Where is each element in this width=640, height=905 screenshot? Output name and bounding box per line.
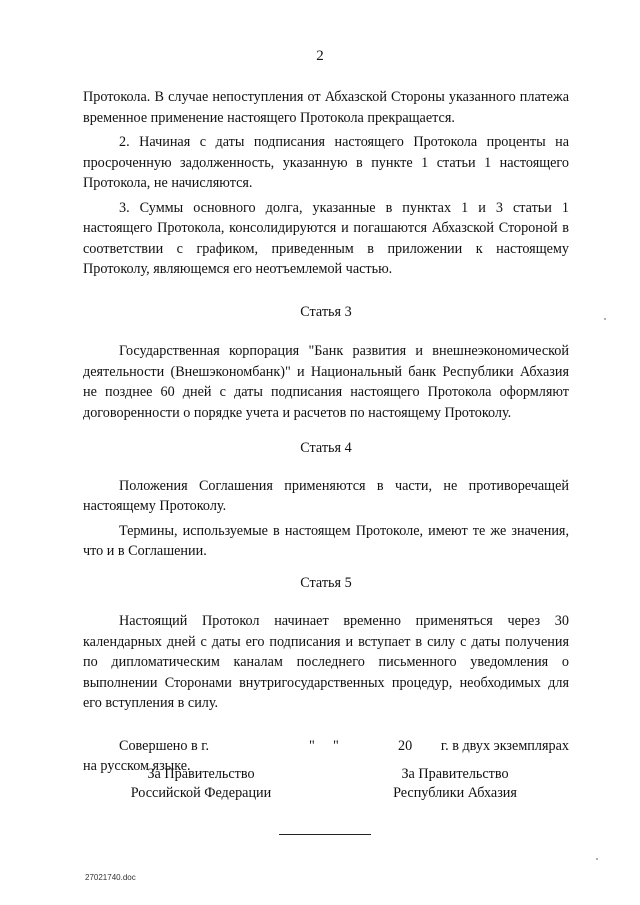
article-3-text: Государственная корпорация "Банк развития и внешнеэкономической деятельности (Внешэкономбанк)" и Национальный банк Республики Абхазия не позднее 60 дней с даты подписания настоящего Протокола оформляют договоренности о порядке учета и расчетов по настоящему Протоколу. [83,343,569,421]
signature-russia-line-2: Российской Федерации [130,785,272,801]
done-clause-start: Совершено в г. [119,737,210,754]
article-3-heading: Статья 3 [300,303,352,320]
page-number: 2 [316,48,324,64]
signature-abkhazia-line-1: За Правительство [401,766,509,782]
article-4-heading: Статья 4 [300,440,352,456]
paragraph-item-2: 2. Начиная с даты подписания настоящего Протокола проценты на просроченную задолженность, указанную в пункте 1 статьи 1 настоящего Протокола, не начисляются. [83,134,569,191]
signature-russia-line-1: За Правительство [147,766,255,782]
article-5-heading: Статья 5 [300,574,352,591]
done-clause-end: г. в двух экземплярах [440,737,569,754]
footer-file-name: 27021740.doc [85,873,136,882]
document-body [83,87,569,777]
done-clause-year: 20 [398,737,413,754]
done-clause-line [83,736,569,757]
article-4-paragraph-2: Термины, используемые в настоящем Протоколе, имеют те же значения, что и в Соглашении. [83,522,569,559]
paragraph-continuation: Протокола. В случае непоступления от Абхазской Стороны указанного платежа временное применение настоящего Протокола прекращается. [83,89,569,126]
signature-abkhazia-line-2: Республики Абхазия [393,785,517,801]
signature-russia [121,765,281,803]
article-5-text: Настоящий Протокол начинает временно применяться через 30 календарных дней с даты его подписания и вступает в силу с даты получения по дипломатическим каналам последнего письменного уведомления о выполнении Сторонами внутригосударственных процедур, необходимых для его вступления в силу. [83,613,569,711]
paragraph-item-3: 3. Суммы основного долга, указанные в пунктах 1 и 3 статьи 1 настоящего Протокола, консолидируются и погашаются Абхазской Стороной в соответствии с графиком, приведенным в приложении к настоящему Протоколу, являющемся его неотъемлемой частью. [83,199,569,277]
done-clause-quote-open: " [309,737,315,754]
done-clause-quote-close: " [333,737,339,754]
scan-speck [604,318,606,320]
signature-block [83,765,569,809]
signature-abkhazia [375,765,535,803]
signature-rule [279,834,371,835]
scan-speck [596,858,598,860]
article-4-paragraph-1: Положения Соглашения применяются в части, не противоречащей настоящему Протоколу. [83,477,569,514]
done-clause-language: на русском языке. [83,758,191,774]
